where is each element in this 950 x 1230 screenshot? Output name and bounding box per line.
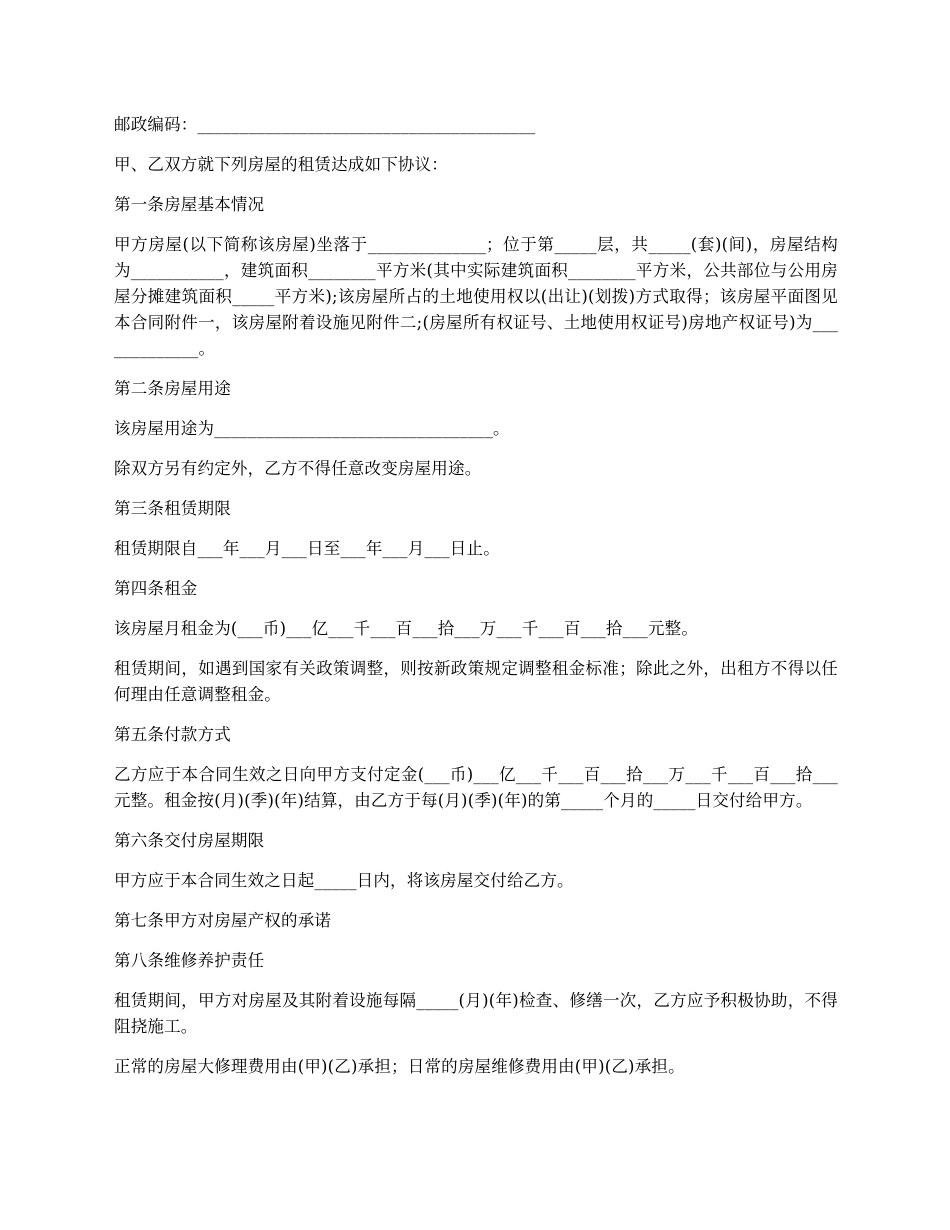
article-5-heading: 第五条付款方式: [114, 725, 231, 744]
agreement-intro: 甲、乙双方就下列房屋的租赁达成如下协议：: [114, 155, 448, 174]
article-3-heading: 第三条租赁期限: [114, 499, 231, 518]
article-5-body: 乙方应于本合同生效之日向甲方支付定金(___币)___亿___千___百___拾___万___千___百___拾___元整。租金按(月)(季)(年)结算，由乙方于每(月)(季)(年)的第_____个月的_____日交付给甲方。: [114, 765, 838, 810]
article-8-body-inspection: 租赁期间，甲方对房屋及其附着设施每隔_____(月)(年)检查、修缮一次，乙方应予积极协助，不得阻挠施工。: [114, 991, 838, 1036]
article-3-body: 租赁期限自___年___月___日至___年___月___日止。: [114, 539, 500, 558]
article-4-heading: 第四条租金: [114, 579, 198, 598]
article-2-heading: 第二条房屋用途: [114, 379, 231, 398]
contract-body: [114, 112, 838, 1094]
article-6-body: 甲方应于本合同生效之日起_____日内，将该房屋交付给乙方。: [114, 871, 574, 890]
article-1-body: 甲方房屋(以下简称该房屋)坐落于______________；位于第_____层，共_____(套)(间)，房屋结构为___________，建筑面积________平方米(其中实际建筑面积________平方米，公共部位与公用房屋分摊建筑面积_____平方米);该房屋所占的土地使用权以(出让)(划拨)方式取得；该房屋平面图见本合同附件一，该房屋附着设施见附件二;(房屋所有权证号、土地使用权证号)房地产权证号)为_____________。: [114, 235, 838, 358]
article-8-heading: 第八条维修养护责任: [114, 951, 265, 970]
postal-code-line: 邮政编码：________________________________________: [114, 115, 536, 134]
article-8-body-costs: 正常的房屋大修理费用由(甲)(乙)承担；日常的房屋维修费用由(甲)(乙)承担。: [114, 1057, 685, 1076]
article-6-heading: 第六条交付房屋期限: [114, 831, 265, 850]
article-2-body-restriction: 除双方另有约定外，乙方不得任意改变房屋用途。: [114, 459, 482, 478]
article-4-body-rent: 该房屋月租金为(___币)___亿___千___百___拾___万___千___百___拾___元整。: [114, 619, 699, 638]
article-1-heading: 第一条房屋基本情况: [114, 195, 265, 214]
article-7-heading: 第七条甲方对房屋产权的承诺: [114, 911, 332, 930]
article-4-body-adjustment: 租赁期间，如遇到国家有关政策调整，则按新政策规定调整租金标准；除此之外，出租方不得以任何理由任意调整租金。: [114, 659, 838, 704]
article-2-body-usage: 该房屋用途为_________________________________。: [114, 419, 510, 438]
